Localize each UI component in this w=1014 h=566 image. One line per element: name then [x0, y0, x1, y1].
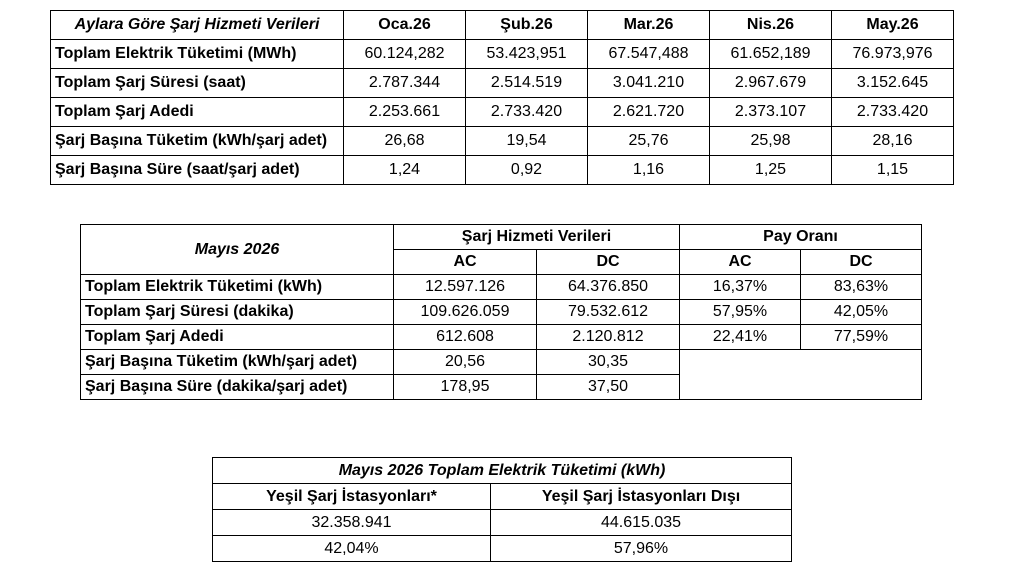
- green-col-header: Yeşil Şarj İstasyonları*: [213, 484, 491, 510]
- month-header: Mar.26: [588, 11, 710, 40]
- cell-value: 2.120.812: [537, 325, 680, 350]
- table-row: [51, 69, 954, 98]
- subheader-row: [213, 484, 792, 510]
- cell-value: 37,50: [537, 375, 680, 400]
- row-label: Toplam Şarj Adedi: [81, 325, 394, 350]
- cell-value: 22,41%: [680, 325, 801, 350]
- table-row: [81, 325, 922, 350]
- cell-value: 79.532.612: [537, 300, 680, 325]
- green-table-title: Mayıs 2026 Toplam Elektrik Tüketimi (kWh): [213, 458, 792, 484]
- table-row: [81, 350, 922, 375]
- row-label: Toplam Elektrik Tüketimi (kWh): [81, 275, 394, 300]
- cell-value: 67.547,488: [588, 40, 710, 69]
- cell-value: 12.597.126: [394, 275, 537, 300]
- cell-value: 2.733.420: [832, 98, 954, 127]
- cell-value: 1,15: [832, 156, 954, 185]
- cell-value: 2.514.519: [466, 69, 588, 98]
- cell-value: 2.621.720: [588, 98, 710, 127]
- table-row: [213, 510, 792, 536]
- cell-value: 16,37%: [680, 275, 801, 300]
- share-ac-header: AC: [680, 250, 801, 275]
- cell-value: 42,04%: [213, 536, 491, 562]
- cell-value: 2.253.661: [344, 98, 466, 127]
- group-header-share: Pay Oranı: [680, 225, 922, 250]
- cell-value: 2.733.420: [466, 98, 588, 127]
- group-header-service: Şarj Hizmeti Verileri: [394, 225, 680, 250]
- month-header: Şub.26: [466, 11, 588, 40]
- cell-value: 25,76: [588, 127, 710, 156]
- cell-value: 64.376.850: [537, 275, 680, 300]
- cell-value: 2.373.107: [710, 98, 832, 127]
- empty-cell: [680, 350, 922, 400]
- table-row: [51, 127, 954, 156]
- cell-value: 2.967.679: [710, 69, 832, 98]
- table-row: [51, 98, 954, 127]
- cell-value: 1,25: [710, 156, 832, 185]
- month-header: May.26: [832, 11, 954, 40]
- cell-value: 30,35: [537, 350, 680, 375]
- row-label: Şarj Başına Süre (saat/şarj adet): [51, 156, 344, 185]
- share-dc-header: DC: [801, 250, 922, 275]
- cell-value: 178,95: [394, 375, 537, 400]
- cell-value: 25,98: [710, 127, 832, 156]
- table-row: [51, 156, 954, 185]
- cell-value: 28,16: [832, 127, 954, 156]
- month-header: Nis.26: [710, 11, 832, 40]
- table-row: [81, 275, 922, 300]
- cell-value: 2.787.344: [344, 69, 466, 98]
- cell-value: 57,96%: [491, 536, 792, 562]
- row-label: Toplam Şarj Süresi (dakika): [81, 300, 394, 325]
- cell-value: 3.041.210: [588, 69, 710, 98]
- row-label: Şarj Başına Tüketim (kWh/şarj adet): [81, 350, 394, 375]
- cell-value: 1,16: [588, 156, 710, 185]
- cell-value: 26,68: [344, 127, 466, 156]
- cell-value: 19,54: [466, 127, 588, 156]
- cell-value: 76.973,976: [832, 40, 954, 69]
- group-header-row: [81, 225, 922, 250]
- cell-value: 3.152.645: [832, 69, 954, 98]
- dc-header: DC: [537, 250, 680, 275]
- row-label: Toplam Şarj Adedi: [51, 98, 344, 127]
- green-stations-table: [212, 457, 792, 562]
- cell-value: 42,05%: [801, 300, 922, 325]
- cell-value: 109.626.059: [394, 300, 537, 325]
- cell-value: 612.608: [394, 325, 537, 350]
- row-label: Toplam Elektrik Tüketimi (MWh): [51, 40, 344, 69]
- may-table-title: Mayıs 2026: [81, 225, 394, 275]
- row-label: Şarj Başına Süre (dakika/şarj adet): [81, 375, 394, 400]
- month-header: Oca.26: [344, 11, 466, 40]
- cell-value: 60.124,282: [344, 40, 466, 69]
- monthly-table-title: Aylara Göre Şarj Hizmeti Verileri: [51, 11, 344, 40]
- cell-value: 53.423,951: [466, 40, 588, 69]
- cell-value: 57,95%: [680, 300, 801, 325]
- cell-value: 0,92: [466, 156, 588, 185]
- monthly-table: [50, 10, 954, 185]
- table-row: [81, 300, 922, 325]
- cell-value: 83,63%: [801, 275, 922, 300]
- cell-value: 61.652,189: [710, 40, 832, 69]
- row-label: Şarj Başına Tüketim (kWh/şarj adet): [51, 127, 344, 156]
- row-label: Toplam Şarj Süresi (saat): [51, 69, 344, 98]
- cell-value: 44.615.035: [491, 510, 792, 536]
- header-row: [213, 458, 792, 484]
- table-row: [51, 40, 954, 69]
- monthly-header-row: [51, 11, 954, 40]
- cell-value: 20,56: [394, 350, 537, 375]
- table-row: [213, 536, 792, 562]
- cell-value: 77,59%: [801, 325, 922, 350]
- non-green-col-header: Yeşil Şarj İstasyonları Dışı: [491, 484, 792, 510]
- cell-value: 1,24: [344, 156, 466, 185]
- may-acdc-table: [80, 224, 922, 400]
- ac-header: AC: [394, 250, 537, 275]
- cell-value: 32.358.941: [213, 510, 491, 536]
